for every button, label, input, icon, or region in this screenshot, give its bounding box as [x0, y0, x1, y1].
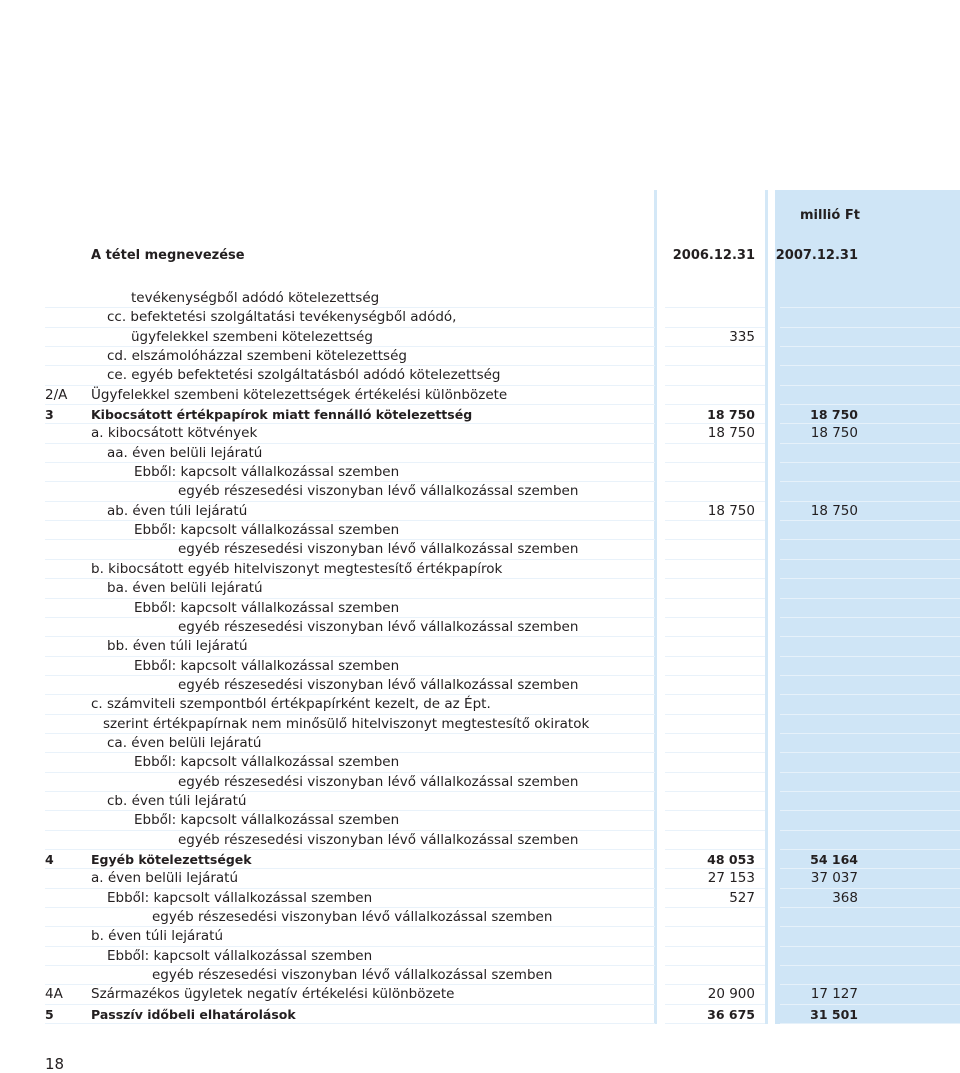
table-row [0, 734, 960, 753]
table-row [0, 753, 960, 772]
row-value-2007: 31 501 [810, 1006, 858, 1022]
row-label: szerint értékpapírnak nem minősülő hitelviszonyt megtestesítő okiratok [103, 715, 590, 732]
table-row [0, 366, 960, 385]
row-value-2006: 36 675 [707, 1006, 755, 1022]
unit-label: millió Ft [800, 208, 860, 223]
row-label: ab. éven túli lejáratú [107, 502, 248, 519]
table-row [0, 927, 960, 946]
row-code: 4 [45, 851, 54, 867]
row-value-2007: 54 164 [810, 851, 858, 867]
row-label: egyéb részesedési viszonyban lévő vállalkozással szemben [178, 831, 579, 848]
table-row [0, 985, 960, 1004]
row-label: tevékenységből adódó kötelezettség [131, 290, 380, 306]
table-row [0, 695, 960, 714]
table-row [0, 599, 960, 618]
table-row [0, 869, 960, 888]
row-label: Ebből: kapcsolt vállalkozással szemben [134, 754, 400, 771]
row-label: egyéb részesedési viszonyban lévő vállalkozással szemben [178, 773, 579, 790]
table-row [0, 502, 960, 521]
row-value-2007: 18 750 [810, 407, 858, 423]
table-row [0, 482, 960, 501]
table-row [0, 908, 960, 927]
row-label: a. kibocsátott kötvények [91, 425, 258, 442]
row-label: cc. befektetési szolgáltatási tevékenységből adódó, [107, 309, 457, 326]
row-code: 3 [45, 407, 54, 423]
table-row [0, 676, 960, 695]
table-row [0, 405, 960, 424]
row-label: b. éven túli lejáratú [91, 928, 223, 945]
row-value-2007: 18 750 [810, 502, 858, 519]
row-value-2006: 20 900 [707, 986, 755, 1003]
table-row [0, 657, 960, 676]
row-value-2006: 18 750 [707, 425, 755, 442]
row-label: Passzív időbeli elhatárolások [91, 1006, 296, 1022]
table-row [0, 618, 960, 637]
header-2007: 2007.12.31 [775, 248, 858, 263]
row-label: egyéb részesedési viszonyban lévő vállalkozással szemben [152, 909, 553, 925]
row-code: 5 [45, 1006, 54, 1022]
table-row [0, 773, 960, 792]
table-row [0, 715, 960, 734]
row-value-2007: 37 037 [810, 870, 858, 887]
table-row [0, 289, 960, 308]
row-label: Ebből: kapcsolt vállalkozással szemben [107, 947, 373, 964]
row-label: ca. éven belüli lejáratú [107, 734, 262, 751]
table-row [0, 424, 960, 443]
row-label: ba. éven belüli lejáratú [107, 580, 263, 597]
table-row [0, 831, 960, 850]
row-value-2006: 48 053 [707, 851, 755, 867]
table-body [0, 289, 960, 1024]
table-row [0, 328, 960, 347]
row-label: Kibocsátott értékpapírok miatt fennálló kötelezettség [91, 407, 473, 423]
row-value-2006: 527 [729, 889, 755, 906]
row-label: ügyfelekkel szembeni kötelezettség [131, 328, 373, 345]
table-header [0, 248, 960, 266]
row-label: egyéb részesedési viszonyban lévő vállalkozással szemben [178, 676, 579, 693]
row-label: Származékos ügyletek negatív értékelési különbözete [91, 986, 455, 1003]
table-row [0, 463, 960, 482]
row-label: a. éven belüli lejáratú [91, 870, 239, 887]
table-row [0, 347, 960, 366]
table-row [0, 560, 960, 579]
table-row [0, 637, 960, 656]
row-value-2006: 27 153 [707, 870, 755, 887]
page-number: 18 [45, 1055, 65, 1073]
header-item-name: A tétel megnevezése [91, 248, 245, 263]
row-label: Ebből: kapcsolt vállalkozással szemben [134, 657, 400, 674]
row-label: Ebből: kapcsolt vállalkozással szemben [134, 464, 400, 481]
table-row [0, 811, 960, 830]
row-label: Ebből: kapcsolt vállalkozással szemben [134, 522, 400, 539]
table-row [0, 889, 960, 908]
header-2006: 2006.12.31 [672, 248, 755, 263]
row-label: Ebből: kapcsolt vállalkozással szemben [134, 599, 400, 616]
row-value-2007: 368 [832, 889, 858, 906]
row-label: ce. egyéb befektetési szolgáltatásból adódó kötelezettség [107, 367, 501, 384]
row-label: cd. elszámolóházzal szembeni kötelezettség [107, 348, 407, 365]
row-label: egyéb részesedési viszonyban lévő vállalkozással szemben [178, 541, 579, 558]
row-separator [780, 1023, 960, 1024]
row-label: egyéb részesedési viszonyban lévő vállalkozással szemben [178, 618, 579, 635]
row-label: Ebből: kapcsolt vállalkozással szemben [134, 812, 400, 829]
row-label: cb. éven túli lejáratú [107, 792, 247, 809]
row-label: egyéb részesedési viszonyban lévő vállalkozással szemben [152, 967, 553, 984]
row-value-2006: 18 750 [707, 502, 755, 519]
row-label: b. kibocsátott egyéb hitelviszonyt megtestesítő értékpapírok [91, 560, 503, 577]
row-label: Ebből: kapcsolt vállalkozással szemben [107, 889, 373, 906]
row-label: Ügyfelekkel szembeni kötelezettségek értékelési különbözete [91, 386, 508, 403]
row-label: bb. éven túli lejáratú [107, 638, 248, 655]
table-row [0, 966, 960, 985]
table-row [0, 386, 960, 405]
row-label: aa. éven belüli lejáratú [107, 444, 263, 461]
row-code: 2/A [45, 386, 68, 403]
table-row [0, 540, 960, 559]
row-label: egyéb részesedési viszonyban lévő vállalkozással szemben [178, 483, 579, 500]
table-row [0, 947, 960, 966]
row-label: Egyéb kötelezettségek [91, 851, 252, 867]
table-row [0, 579, 960, 598]
table-row [0, 792, 960, 811]
row-code: 4A [45, 986, 63, 1003]
table-row [0, 521, 960, 540]
table-row [0, 850, 960, 869]
row-value-2007: 17 127 [810, 986, 858, 1003]
row-value-2006: 18 750 [707, 407, 755, 423]
table-row [0, 444, 960, 463]
row-value-2007: 18 750 [810, 425, 858, 442]
row-label: c. számviteli szempontból értékpapírként kezelt, de az Épt. [91, 696, 491, 713]
table-row [0, 308, 960, 327]
row-value-2006: 335 [729, 328, 755, 345]
table-row [0, 1005, 960, 1024]
